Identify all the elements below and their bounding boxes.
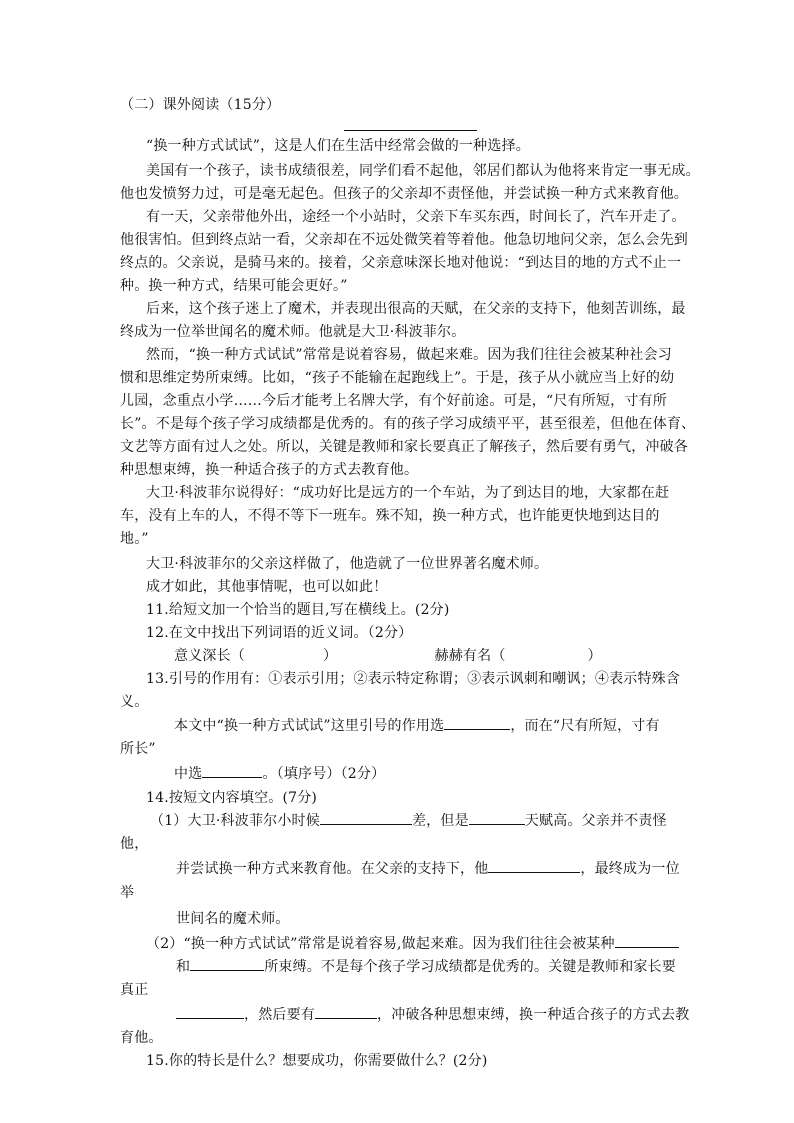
question-14: 14.按短文内容填空。(7分) <box>146 790 318 806</box>
question-14-1-cont: 举 <box>120 885 135 901</box>
title-answer-line <box>344 130 477 131</box>
passage-line: 他很害怕。但到终点站一看，父亲却在不远处微笑着等着他。他急切地问父亲，怎么会先到 <box>120 232 688 248</box>
question-12-items: 意义深长（ ） 赫赫有名（ ） <box>174 648 602 664</box>
q12-word-b: 赫赫有名（ <box>434 648 506 664</box>
passage-line: “换一种方式试试”，这是人们在生活中经常会做的一种选择。 <box>146 138 530 154</box>
q14-1-blank-2[interactable] <box>469 810 525 825</box>
question-14-2-cont: 真正 <box>120 982 149 998</box>
q14-1-blank-1[interactable] <box>320 810 412 825</box>
passage-line: 大卫·科波菲尔的父亲这样做了，他造就了一位世界著名魔术师。 <box>146 556 549 572</box>
q14-2-blank-1[interactable] <box>615 933 679 948</box>
passage-line: 美国有一个孩子，读书成绩很差，同学们看不起他，邻居们都认为他将来肯定一事无成。 <box>146 163 700 179</box>
question-14-2: （2）“换一种方式试试”常常是说着容易,做起来难。因为我们往往会被某种 <box>146 933 679 955</box>
q14-2-blank-4[interactable] <box>315 1004 377 1019</box>
question-14-2-cont: 和 所束缚。不是每个孩子学习成绩都是优秀的。关键是教师和家长要 <box>176 956 676 978</box>
question-13-sub: 本文中“换一种方式试试”这里引号的作用选 ，而在“尺有所短，寸有 <box>174 715 660 737</box>
passage-line: 终点的。父亲说，是骑马来的。接着，父亲意味深长地对他说：“到达目的地的方式不止一 <box>120 255 682 271</box>
passage-line: 大卫·科波菲尔说得好：“成功好比是远方的一个车站，为了到达目的地，大家都在赶 <box>146 485 670 501</box>
passage-line: 地。” <box>120 531 149 547</box>
question-13-sub: 中选 。（填序号）（2分） <box>174 763 385 785</box>
q14-2-blank-3[interactable] <box>176 1004 244 1019</box>
passage-line: 终成为一位举世闻名的魔术师。他就是大卫·科波菲尔。 <box>120 324 466 340</box>
question-14-2-cont: 育他。 <box>120 1030 163 1046</box>
passage-line: 儿园，念重点小学……今后才能考上名牌大学，有个好前途。可是，“尺有所短，寸有所 <box>120 393 667 409</box>
q13-blank-2[interactable] <box>202 763 262 778</box>
passage-line: 然而，“换一种方式试试”常常是说着容易，做起来难。因为我们往往会被某种社会习 <box>146 347 672 363</box>
question-14-2-cont: ，然后要有 ，冲破各种思想束缚，换一种适合孩子的方式去教 <box>176 1004 689 1026</box>
question-13-cont: 所长” <box>120 741 156 757</box>
question-13-cont: 义。 <box>120 694 149 710</box>
q13-blank-1[interactable] <box>444 715 510 730</box>
passage-line: 种。换一种方式，结果可能会更好。” <box>120 278 348 294</box>
passage-line: 成才如此，其他事情呢，也可以如此！ <box>146 579 388 595</box>
passage-line: 有一天，父亲带他外出，途经一个小站时，父亲下车买东西，时间长了，汽车开走了。 <box>146 209 686 225</box>
question-12: 12.在文中找出下列词语的近义词。（2分） <box>146 625 413 641</box>
question-11: 11.给短文加一个恰当的题目,写在横线上。(2分) <box>146 602 450 618</box>
question-13: 13.引号的作用有：①表示引用；②表示特定称谓；③表示讽刺和嘲讽；④表示特殊含 <box>146 671 681 687</box>
q14-2-blank-2[interactable] <box>190 956 264 971</box>
passage-line: 种思想束缚，换一种适合孩子的方式去教育他。 <box>120 462 419 478</box>
question-14-1-cont: 世间名的魔术师。 <box>176 911 290 927</box>
question-14-1: （1）大卫·科波菲尔小时候 差，但是 天赋高。父亲并不责怪 <box>150 810 667 832</box>
question-14-1-cont: 他， <box>120 836 149 852</box>
passage-line: 车，没有上车的人，不得不等下一班车。殊不知，换一种方式，也许能更快地到达目的 <box>120 508 660 524</box>
passage-line: 惯和思维定势所束缚。比如，“孩子不能输在起跑线上”。于是，孩子从小就应当上好的幼 <box>120 370 675 386</box>
passage-line: 后来，这个孩子迷上了魔术，并表现出很高的天赋，在父亲的支持下，他刻苦训练，最 <box>146 301 686 317</box>
q12-word-a: 意义深长（ <box>174 648 245 664</box>
passage-line: 文艺等方面有过人之处。所以，关键是教师和家长要真正了解孩子，然后要有勇气，冲破各 <box>120 439 688 455</box>
passage-line: 他也发愤努力过，可是毫无起色。但孩子的父亲却不责怪他，并尝试换一种方式来教育他。 <box>120 186 688 202</box>
section-title: （二）课外阅读（15分） <box>120 97 281 113</box>
q14-1-blank-3[interactable] <box>488 858 580 873</box>
question-14-1-cont: 并尝试换一种方式来教育他。在父亲的支持下，他 ，最终成为一位 <box>176 858 680 880</box>
question-15: 15.你的特长是什么？想要成功，你需要做什么？(2分) <box>146 1053 488 1069</box>
passage-line: 长”。不是每个孩子学习成绩都是优秀的。有的孩子学习成绩平平，甚至很差，但他在体育、 <box>120 416 696 432</box>
